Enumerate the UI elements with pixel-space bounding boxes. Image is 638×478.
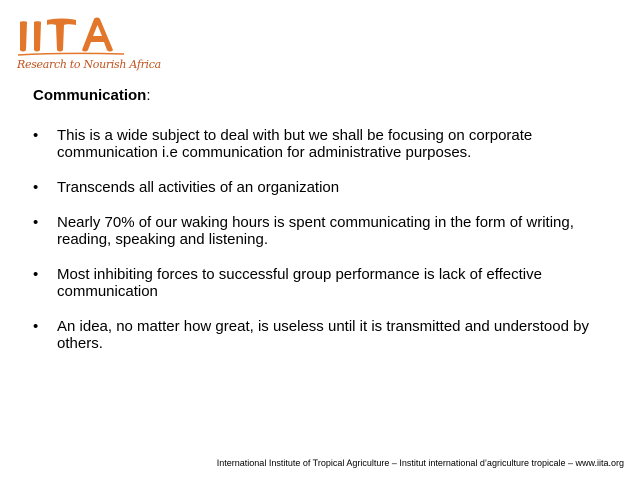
bullet-text: This is a wide subject to deal with but we shall be focusing on corporate communication i.e communication for administrative purposes. <box>57 127 533 161</box>
bullet-item <box>33 179 593 196</box>
bullet-text: An idea, no matter how great, is useless until it is transmitted and understood by others. <box>57 318 589 352</box>
heading-title: Communication <box>33 87 147 104</box>
bullet-text: Nearly 70% of our waking hours is spent communicating in the form of writing, reading, speaking and listening. <box>57 214 574 248</box>
bullet-item <box>33 318 593 352</box>
bullet-text: Transcends all activities of an organization <box>57 179 340 196</box>
bullet-marker: • <box>33 266 39 283</box>
bullet-list <box>33 127 593 370</box>
iita-wordmark-graphic <box>16 14 126 58</box>
bullet-item <box>33 214 593 248</box>
slide-footer: International Institute of Tropical Agriculture – Institut international d’agriculture tropicale – www.iita.org <box>216 458 624 468</box>
iita-logo <box>16 14 161 76</box>
bullet-marker: • <box>33 127 39 144</box>
slide-heading <box>33 87 151 104</box>
bullet-item <box>33 127 593 161</box>
bullet-marker: • <box>33 179 39 196</box>
bullet-marker: • <box>33 318 39 335</box>
bullet-marker: • <box>33 214 39 231</box>
bullet-text: Most inhibiting forces to successful group performance is lack of effective communication <box>57 266 542 300</box>
heading-suffix: : <box>146 87 151 104</box>
bullet-item <box>33 266 593 300</box>
logo-tagline: Research to Nourish Africa <box>17 58 161 71</box>
